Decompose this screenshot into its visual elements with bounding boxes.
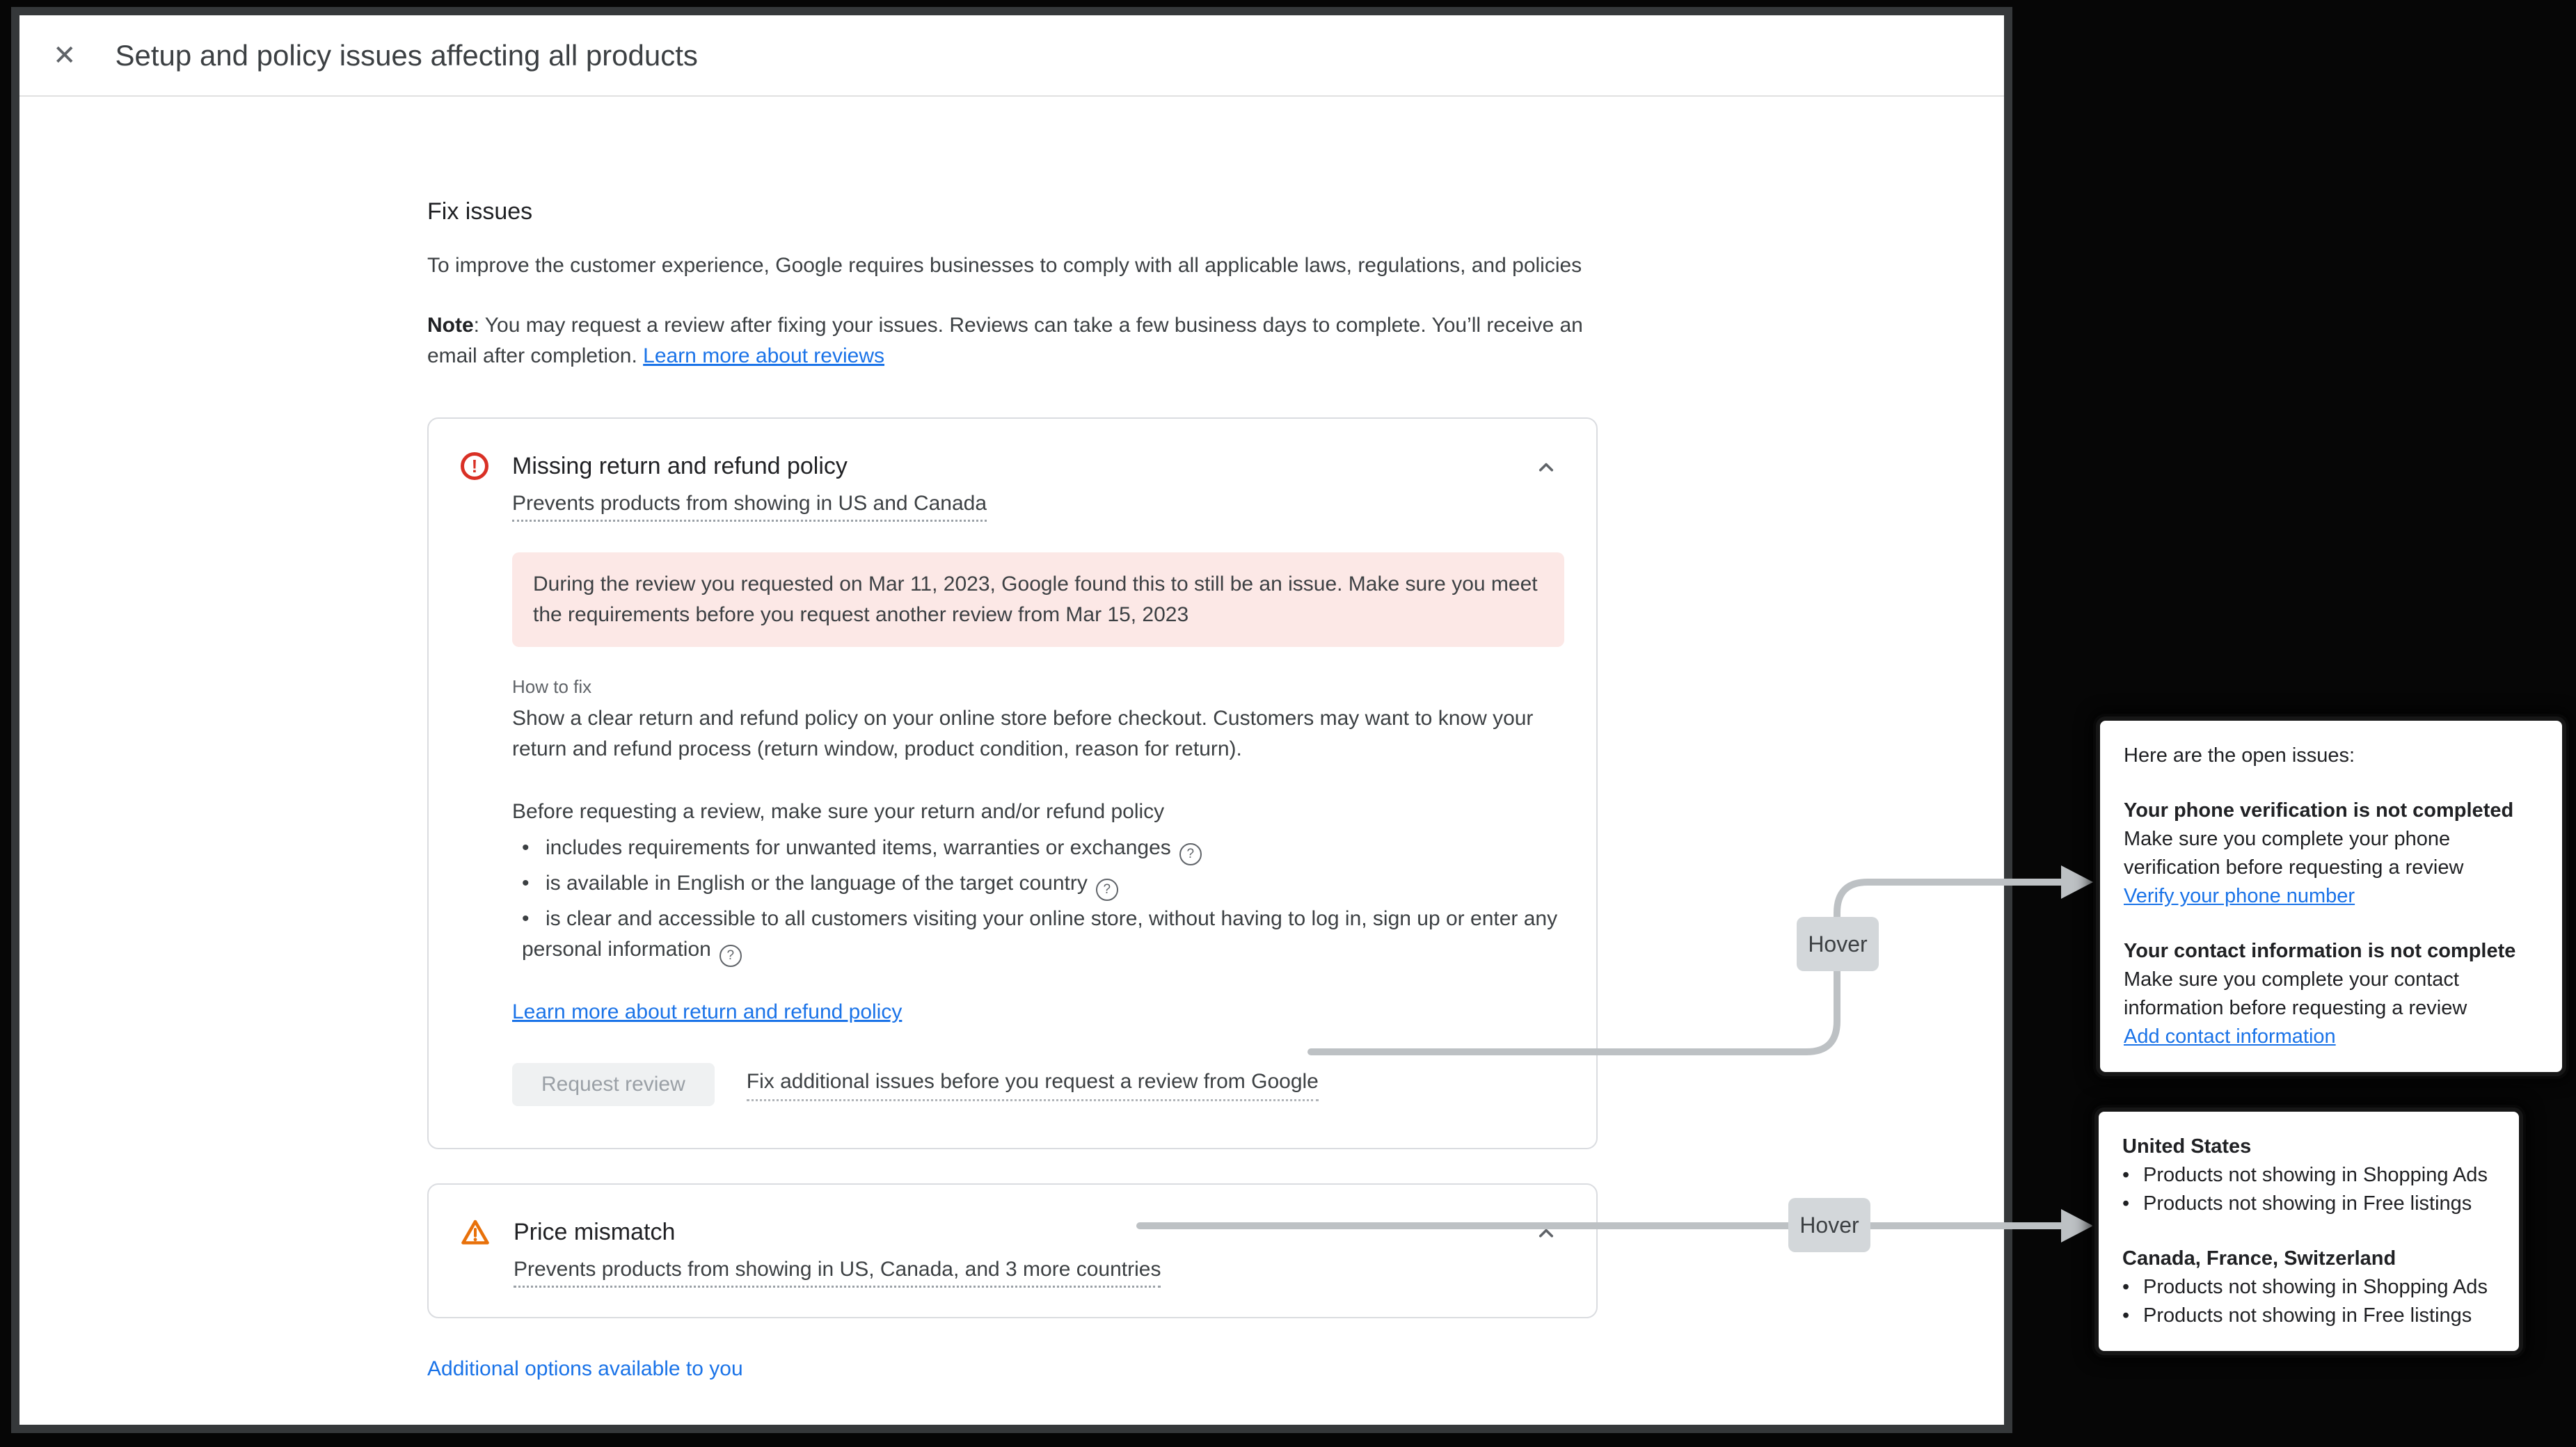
issue-card-price-mismatch [427, 1183, 1598, 1318]
tooltip-issue-body: Make sure you complete your contact information before requesting a review [2124, 968, 2467, 1019]
close-button[interactable]: ✕ [49, 38, 81, 74]
how-to-fix-label: How to fix [512, 676, 592, 697]
issue-subtitle-hover-trigger[interactable]: Prevents products from showing in US, Canada, and 3 more countries [514, 1256, 1161, 1288]
connector-arrow-open-issues [2061, 865, 2093, 899]
collapse-card-button[interactable] [1534, 455, 1559, 482]
tooltip-issue-body: Make sure you complete your phone verification before requesting a review [2124, 828, 2464, 879]
tooltip-country-issues [2122, 1161, 2495, 1218]
bullet-icon: • [522, 907, 530, 930]
tooltip-intro: Here are the open issues: [2124, 744, 2355, 767]
bullet-icon: • [522, 836, 530, 859]
setup-policy-dialog [11, 7, 2012, 1433]
learn-more-return-refund-link[interactable]: Learn more about return and refund policy [512, 1000, 903, 1023]
bullet-icon: • [2122, 1164, 2130, 1186]
dialog-title: Setup and policy issues affecting all products [115, 38, 698, 72]
error-icon [461, 452, 488, 480]
tooltip-country-issue: • Products not showing in Shopping Ads [2122, 1273, 2495, 1302]
tooltip-issue-title: Your contact information is not complete [2124, 940, 2516, 962]
bullet-icon: • [522, 872, 530, 895]
tooltip-country-issue: • Products not showing in Free listings [2122, 1302, 2495, 1330]
issue-subtitle-hover-trigger[interactable]: Prevents products from showing in US and Canada [512, 490, 987, 522]
hover-label-open-issues: Hover [1797, 917, 1879, 971]
policy-checklist [512, 833, 1564, 967]
dialog-content [427, 97, 1598, 1381]
tooltip-country-issues [2122, 1273, 2495, 1330]
add-contact-information-link[interactable]: Add contact information [2124, 1025, 2336, 1048]
help-icon[interactable]: ? [1179, 843, 1202, 865]
tooltip-country-group: Canada, France, Switzerland [2122, 1247, 2396, 1270]
checklist-item [522, 833, 1564, 865]
note-paragraph [427, 310, 1598, 371]
chevron-up-icon [1534, 1238, 1559, 1248]
issue-card-header [461, 451, 1564, 522]
issue-title: Missing return and refund policy [512, 453, 848, 479]
bullet-icon: • [2122, 1276, 2130, 1298]
intro-description: To improve the customer experience, Google requires businesses to comply with all applicable laws, regulations, and policies [427, 254, 1582, 277]
error-exclamation-glyph: ! [471, 456, 478, 477]
issue-card-return-refund-policy [427, 417, 1598, 1149]
help-icon[interactable]: ? [719, 945, 742, 967]
fix-issues-heading: Fix issues [427, 198, 533, 225]
hover-label-countries: Hover [1788, 1198, 1870, 1252]
fix-additional-issues-hover-trigger[interactable]: Fix additional issues before you request a review from Google [747, 1068, 1319, 1101]
bullet-icon: • [2122, 1192, 2130, 1215]
additional-options-link[interactable]: Additional options available to you [427, 1357, 743, 1380]
issue-title: Price mismatch [514, 1219, 676, 1245]
tooltip-country-group: United States [2122, 1135, 2252, 1158]
checklist-item-text: is available in English or the language of the target country [546, 872, 1088, 895]
how-to-fix-text: Show a clear return and refund policy on your online store before checkout. Customers may want to know your return and refund process (return window, product condition, reason for return). [512, 707, 1534, 760]
tooltip-countries [2094, 1108, 2523, 1355]
warning-icon [461, 1218, 490, 1246]
checklist-item-text: includes requirements for unwanted items, warranties or exchanges [546, 836, 1171, 859]
note-label: Note [427, 314, 474, 337]
help-icon[interactable]: ? [1096, 879, 1118, 901]
collapse-card-button[interactable] [1534, 1221, 1559, 1248]
checklist-item [522, 868, 1564, 901]
request-review-row [512, 1063, 1564, 1106]
chevron-up-icon [1534, 472, 1559, 482]
bullet-icon: • [2122, 1304, 2130, 1327]
tooltip-country-issue: • Products not showing in Free listings [2122, 1190, 2495, 1218]
note-text: : You may request a review after fixing your issues. Reviews can take a few business days to complete. You’ll receive an email after completion. [427, 314, 1583, 367]
connector-arrow-countries [2061, 1209, 2093, 1242]
tooltip-open-issues [2096, 717, 2566, 1076]
checklist-intro: Before requesting a review, make sure your return and/or refund policy [512, 800, 1165, 823]
tooltip-issue-title: Your phone verification is not completed [2124, 799, 2514, 822]
dialog-header [19, 15, 2004, 97]
checklist-item [522, 904, 1564, 967]
issue-card-header [461, 1217, 1564, 1288]
verify-phone-number-link[interactable]: Verify your phone number [2124, 885, 2355, 907]
request-review-button: Request review [512, 1063, 715, 1106]
checklist-item-text: is clear and accessible to all customers visiting your online store, without having to log in, sign up or enter any personal information [522, 907, 1558, 961]
review-failed-alert: During the review you requested on Mar 11, 2023, Google found this to still be an issue. Make sure you meet the requirements before you request another review from Mar 15, 2023 [512, 552, 1564, 647]
learn-more-reviews-link[interactable]: Learn more about reviews [643, 344, 884, 367]
tooltip-country-issue: • Products not showing in Shopping Ads [2122, 1161, 2495, 1190]
